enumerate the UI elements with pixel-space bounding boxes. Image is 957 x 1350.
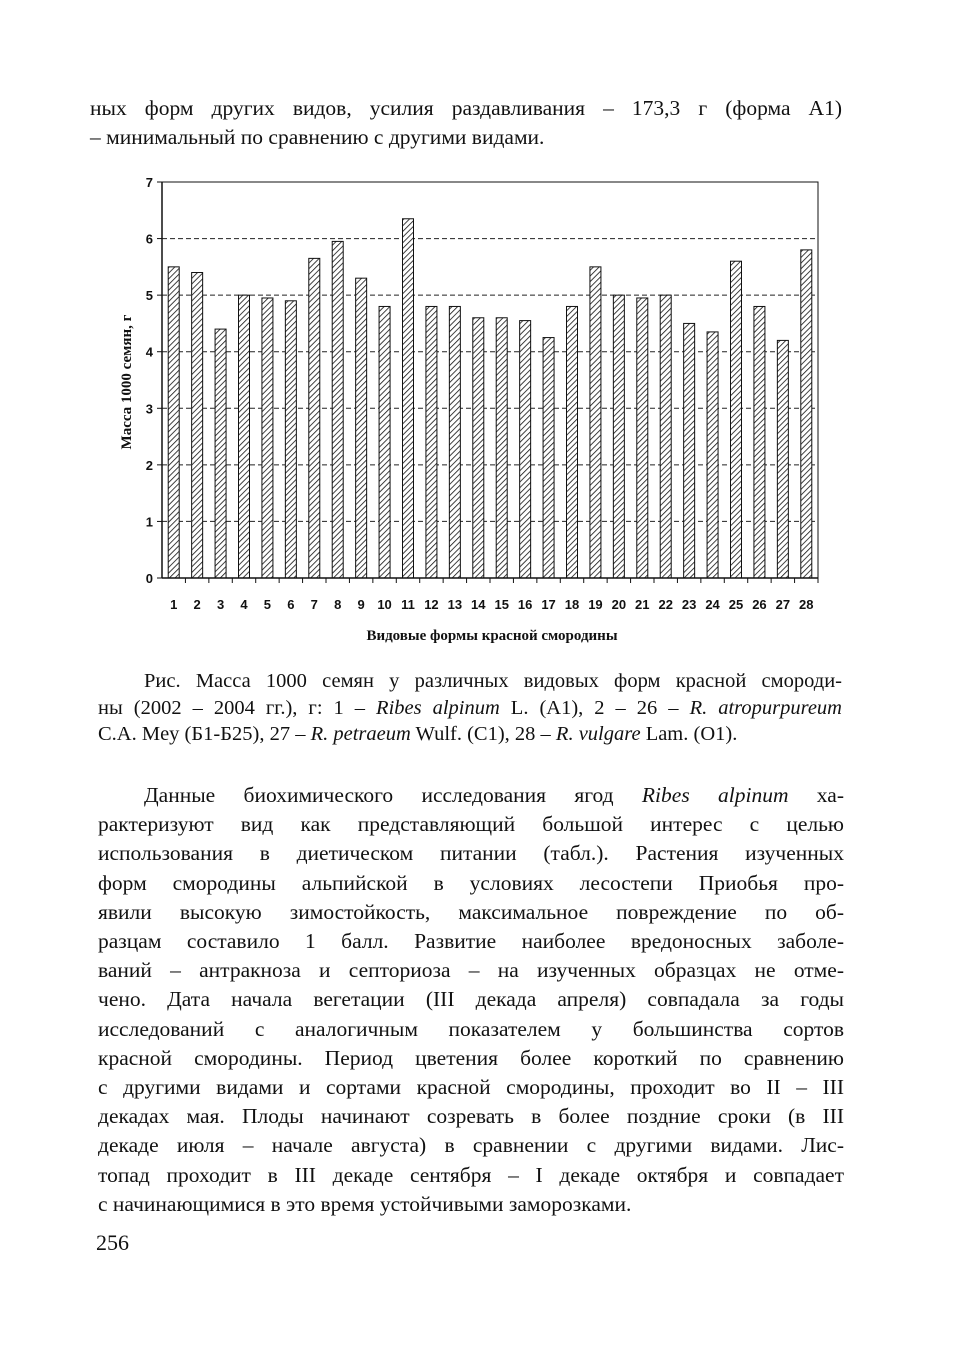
x-tick-label: 6 bbox=[287, 597, 295, 612]
caption-text: Wulf. (C1), 28 – bbox=[410, 723, 556, 745]
x-axis-title: Видовые формы красной смородины bbox=[366, 628, 618, 644]
y-tick-label: 2 bbox=[145, 457, 153, 473]
x-tick-label: 14 bbox=[471, 597, 486, 612]
species-name: Ribes alpinum bbox=[641, 783, 789, 807]
chart-axes bbox=[157, 182, 818, 583]
bar bbox=[567, 306, 578, 578]
body-line bbox=[98, 898, 844, 927]
x-tick-label: 25 bbox=[728, 597, 744, 612]
body-text: с начинающимися в это время устойчивыми заморозками. bbox=[98, 1191, 632, 1216]
bar bbox=[309, 258, 320, 578]
body-line bbox=[98, 1102, 844, 1131]
body-text: красной смородины. Период цветения более короткий по сравнению bbox=[98, 1045, 844, 1070]
y-axis-title: Масса 1000 семян, г bbox=[119, 314, 135, 450]
body-text: декадах мая. Плоды начинают созревать в более поздние сроки (в III bbox=[98, 1104, 844, 1129]
body-text: форм смородины альпийской в условиях лесостепи Приобья про- bbox=[98, 870, 844, 895]
body-line bbox=[98, 927, 844, 956]
x-tick-label: 22 bbox=[658, 597, 673, 612]
x-tick-label: 17 bbox=[541, 597, 556, 612]
x-tick-label: 28 bbox=[799, 597, 814, 612]
bar bbox=[590, 267, 601, 578]
y-tick-label: 7 bbox=[145, 175, 153, 190]
body-text: использования в диетическом питании (табл.). Растения изученных bbox=[98, 841, 844, 866]
bar bbox=[403, 219, 414, 578]
caption-text: C.A. Mey (Б1-Б25), 27 – bbox=[98, 723, 311, 745]
body-text: рактеризуют вид как представляющий большой интерес с целью bbox=[98, 812, 844, 837]
y-tick-label: 5 bbox=[145, 288, 153, 304]
body-text: декаде июля – начале августа) в сравнении с другими видами. Лис- bbox=[98, 1133, 844, 1158]
page-number: 256 bbox=[96, 1230, 129, 1255]
x-tick-label: 9 bbox=[357, 597, 365, 612]
x-tick-label: 8 bbox=[334, 597, 342, 612]
body-line bbox=[98, 810, 844, 839]
caption-text: L. (A1), 2 – 26 – bbox=[499, 696, 690, 719]
y-tick-labels bbox=[146, 175, 154, 586]
bar bbox=[777, 340, 788, 578]
body-line bbox=[98, 1131, 844, 1160]
bar bbox=[801, 250, 812, 578]
caption-text: ны (2002 – 2004 гг.), г: 1 – bbox=[98, 696, 377, 719]
body-line bbox=[98, 1044, 844, 1073]
bar bbox=[684, 323, 695, 578]
x-tick-label: 20 bbox=[611, 597, 627, 612]
x-tick-label: 15 bbox=[494, 597, 509, 612]
caption-line bbox=[98, 721, 842, 748]
x-tick-label: 4 bbox=[240, 597, 248, 612]
figure-caption bbox=[98, 668, 842, 748]
x-tick-label: 26 bbox=[752, 597, 767, 612]
x-tick-label: 23 bbox=[681, 597, 697, 612]
intro-line: ных форм других видов, усилия раздавливания – 173,3 г (форма А1) bbox=[90, 96, 842, 120]
bar bbox=[731, 261, 742, 578]
bar bbox=[473, 318, 484, 578]
species-name: R. vulgare bbox=[555, 723, 641, 745]
bar bbox=[613, 295, 624, 578]
x-tick-label: 3 bbox=[216, 597, 225, 612]
x-tick-label: 10 bbox=[377, 597, 392, 612]
body-text: ха- bbox=[788, 783, 844, 807]
body-line bbox=[98, 956, 844, 985]
bar bbox=[285, 301, 296, 578]
body-text: чено. Дата начала вегетации (III декада апреля) совпадала за годы bbox=[98, 987, 844, 1012]
x-tick-label: 11 bbox=[401, 597, 415, 612]
y-tick-label: 4 bbox=[145, 344, 153, 360]
plot-frame bbox=[162, 182, 818, 578]
x-tick-label: 19 bbox=[588, 597, 603, 612]
x-tick-label: 21 bbox=[635, 597, 650, 612]
bar bbox=[496, 318, 507, 578]
body-line bbox=[98, 1015, 844, 1044]
x-tick-label: 16 bbox=[517, 597, 533, 612]
x-tick-label: 13 bbox=[447, 597, 463, 612]
y-tick-label: 1 bbox=[145, 514, 153, 530]
species-name: R. petraeum bbox=[310, 723, 411, 745]
y-tick-label: 6 bbox=[145, 231, 153, 247]
body-text: ваний – антракноза и септориоза – на изученных образцах не отме- bbox=[98, 958, 844, 983]
caption-text: Рис. Масса 1000 семян у различных видовых форм красной смороди- bbox=[144, 670, 842, 692]
body-paragraph bbox=[98, 781, 844, 1219]
bar bbox=[660, 295, 671, 578]
body-line bbox=[98, 1073, 844, 1102]
body-text: исследований с аналогичным показателем у большинства сортов bbox=[98, 1016, 844, 1041]
x-tick-label: 18 bbox=[564, 597, 580, 612]
body-line bbox=[98, 781, 844, 810]
body-line bbox=[98, 1190, 844, 1219]
body-text: топад проходит в III декаде сентября – I декаде октября и совпадает bbox=[98, 1162, 844, 1187]
bar bbox=[356, 278, 367, 578]
caption-line bbox=[98, 695, 842, 722]
body-line bbox=[98, 869, 844, 898]
bar bbox=[449, 306, 460, 578]
body-line bbox=[98, 985, 844, 1014]
x-tick-label: 2 bbox=[193, 597, 201, 612]
x-tick-label: 5 bbox=[263, 597, 272, 612]
y-tick-label: 3 bbox=[145, 401, 153, 417]
chart-bars bbox=[168, 219, 812, 578]
species-name: R. atropurpureum bbox=[689, 696, 842, 719]
intro-line: – минимальный по сравнению с другими видами. bbox=[90, 125, 545, 149]
body-line bbox=[98, 839, 844, 868]
x-tick-label: 7 bbox=[310, 597, 318, 612]
bar bbox=[332, 241, 343, 578]
body-text: с другими видами и сортами красной смородины, проходит во II – III bbox=[98, 1075, 844, 1100]
species-name: Ribes alpinum bbox=[376, 696, 500, 719]
bar bbox=[520, 321, 531, 578]
bar bbox=[215, 329, 226, 578]
caption-line bbox=[98, 668, 842, 695]
body-text: Данные биохимического исследования ягод bbox=[144, 783, 642, 807]
bar bbox=[239, 295, 250, 578]
bar bbox=[543, 338, 554, 578]
body-text: разцам составило 1 балл. Развитие наиболее вредоносных заболе- bbox=[98, 929, 844, 954]
bar bbox=[168, 267, 179, 578]
x-tick-label: 24 bbox=[705, 597, 720, 612]
body-text: явили высокую зимостойкость, максимальное повреждение по об- bbox=[98, 899, 844, 924]
chart-gridlines bbox=[162, 239, 818, 522]
seed-mass-bar-chart bbox=[0, 0, 957, 660]
x-tick-labels bbox=[170, 597, 813, 612]
bar bbox=[192, 273, 203, 578]
bar bbox=[754, 306, 765, 578]
bar bbox=[707, 332, 718, 578]
bar bbox=[379, 306, 390, 578]
bar bbox=[262, 298, 273, 578]
body-line bbox=[98, 1161, 844, 1190]
y-tick-label: 0 bbox=[145, 571, 153, 586]
x-tick-label: 27 bbox=[775, 597, 791, 612]
bar bbox=[426, 306, 437, 578]
x-tick-label: 12 bbox=[424, 597, 439, 612]
x-tick-label: 1 bbox=[170, 597, 178, 612]
caption-text: Lam. (O1). bbox=[640, 723, 738, 745]
bar bbox=[637, 298, 648, 578]
